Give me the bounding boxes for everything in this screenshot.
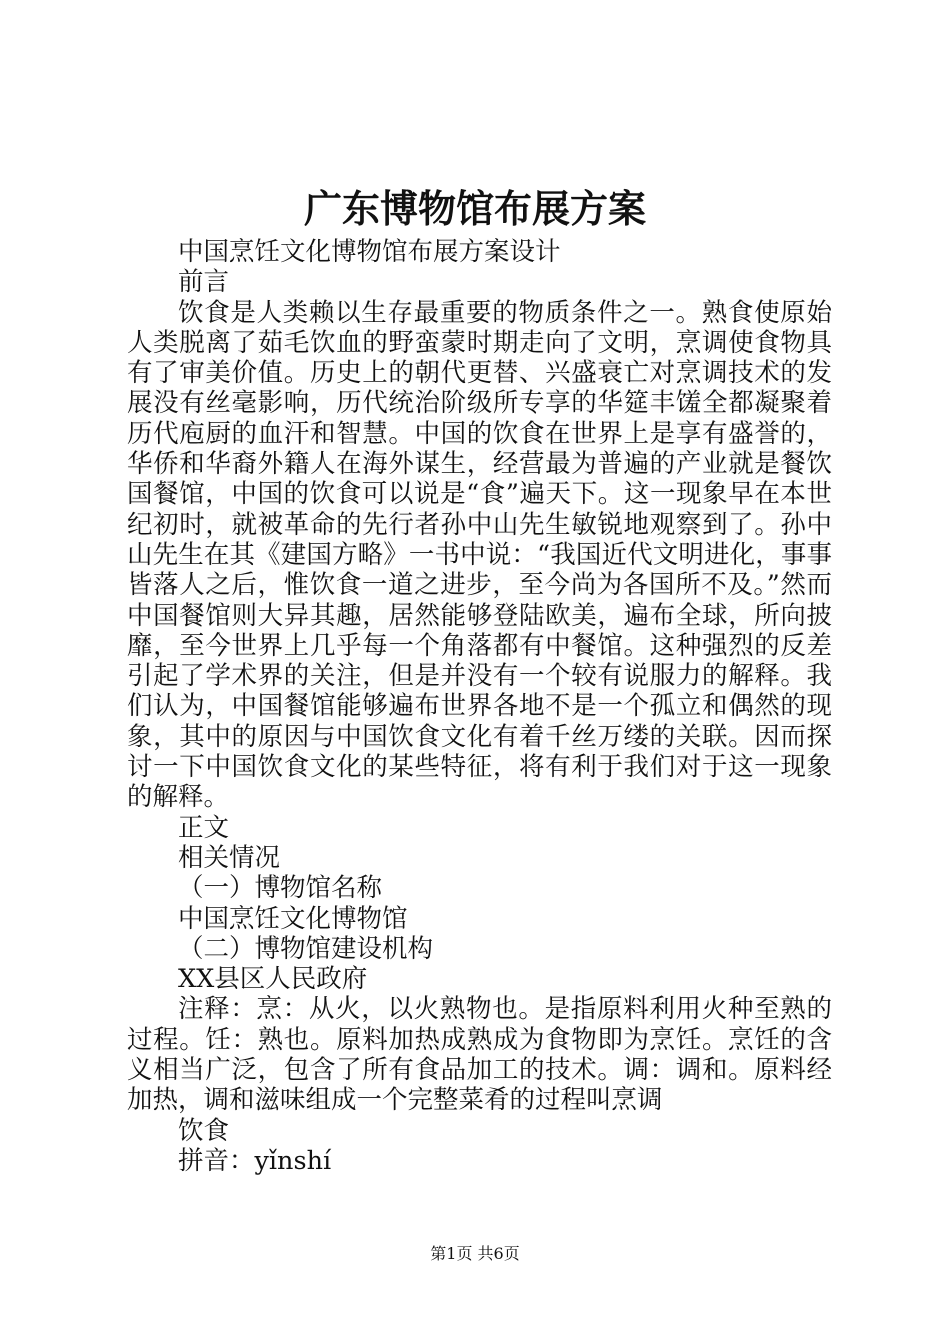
related-info-heading: 相关情况 [178, 842, 281, 873]
builder-value: XX县区人民政府 [178, 964, 368, 995]
document-body [127, 237, 832, 1176]
document-title: 广东博物馆布展方案 [303, 186, 646, 231]
museum-name-value: 中国烹饪文化博物馆 [178, 903, 408, 934]
builder-heading: （二）博物馆建设机构 [178, 933, 434, 964]
preface-heading: 前言 [178, 267, 230, 298]
diet-term: 饮食 [178, 1115, 230, 1146]
note-paragraph: 注释：烹：从火，以火熟物也。是指原料利用火种至熟的过程。饪：熟也。原料加热成熟成为食物即为烹饪。烹饪的含义相当广泛，包含了所有食品加工的技术。调：调和。原料经加热，调和滋味组成一个完整菜肴的过程叫烹调 [127, 994, 832, 1116]
pinyin-line: 拼音：yǐnshí [178, 1145, 332, 1176]
main-text-heading: 正文 [178, 812, 230, 843]
preface-paragraph: 饮食是人类赖以生存最重要的物质条件之一。熟食使原始人类脱离了茹毛饮血的野蛮蒙时期走向了文明，烹调使食物具有了审美价值。历史上的朝代更替、兴盛衰亡对烹调技术的发展没有丝毫影响，历代统治阶级所专享的华筵丰馐全都凝聚着历代庖厨的血汗和智慧。中国的饮食在世界上是享有盛誉的，华侨和华裔外籍人在海外谋生，经营最为普遍的产业就是餐饮国餐馆，中国的饮食可以说是“食”遍天下。这一现象早在本世纪初时，就被革命的先行者孙中山先生敏锐地观察到了。孙中山先生在其《建国方略》一书中说：“我国近代文明进化，事事皆落人之后，惟饮食一道之进步，至今尚为各国所不及。”然而中国餐馆则大异其趣，居然能够登陆欧美，遍布全球，所向披靡，至今世界上几乎每一个角落都有中餐馆。这种强烈的反差引起了学术界的关注，但是并没有一个较有说服力的解释。我们认为，中国餐馆能够遍布世界各地不是一个孤立和偶然的现象，其中的原因与中国饮食文化有着千丝万缕的关联。因而探讨一下中国饮食文化的某些特征，将有利于我们对于这一现象的解释。 [127, 297, 832, 813]
subtitle-paragraph: 中国烹饪文化博物馆布展方案设计 [178, 237, 561, 267]
museum-name-heading: （一）博物馆名称 [178, 873, 383, 904]
page-footer: 第1页 共6页 [430, 1244, 520, 1263]
